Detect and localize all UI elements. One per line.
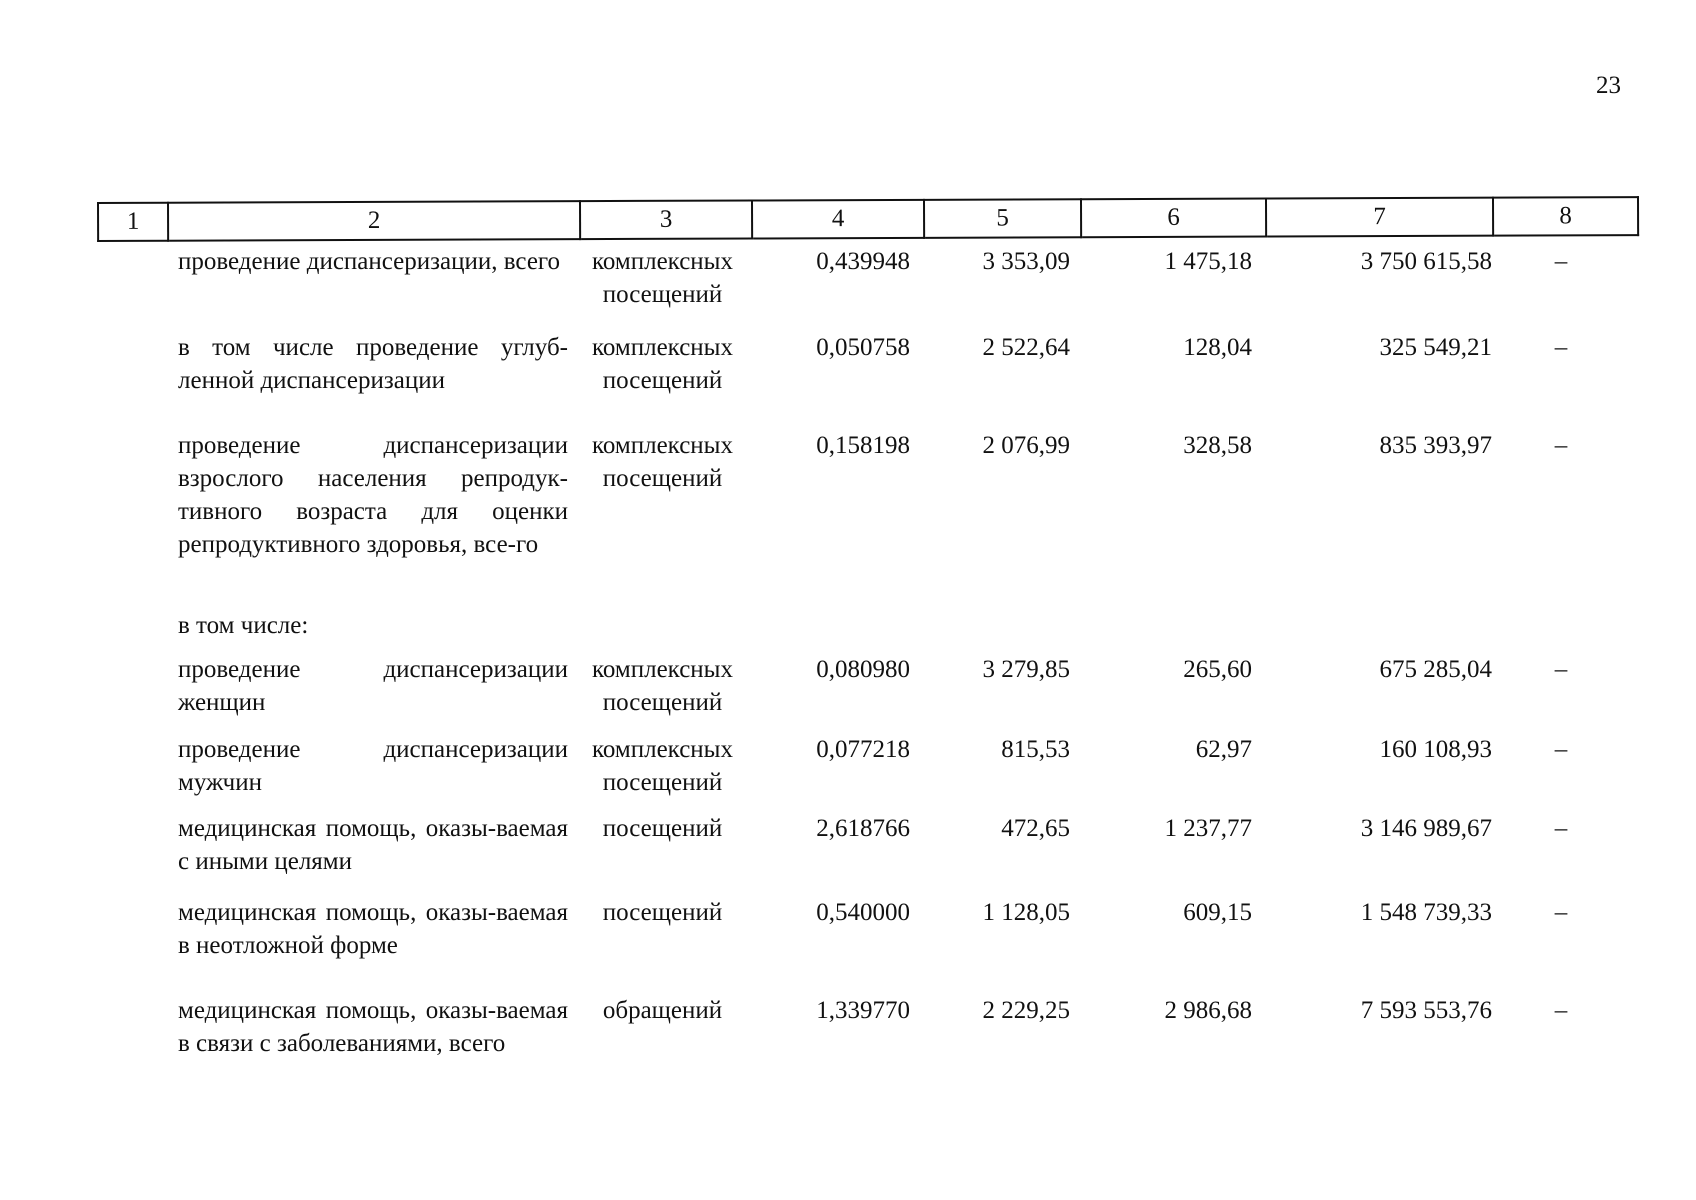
row-value-col7: 325 549,21 xyxy=(1379,334,1492,361)
row-value-col8: – xyxy=(1554,997,1568,1024)
row-label: медицинская помощь, оказы-ваемая с иными целями xyxy=(178,815,568,875)
row-unit: комплексных посещений xyxy=(592,334,733,394)
row-label: проведение диспансеризации женщин xyxy=(178,656,568,716)
row-label: медицинская помощь, оказы-ваемая в неотложной форме xyxy=(178,899,568,959)
header-col-1: 1 xyxy=(98,203,168,241)
row-value-col4: 2,618766 xyxy=(816,815,910,842)
header-col-5: 5 xyxy=(924,199,1081,238)
header-col-4: 4 xyxy=(752,200,924,239)
row-value-col8: – xyxy=(1554,656,1568,683)
row-value-col8: – xyxy=(1554,899,1568,926)
row-label: в том числе: xyxy=(178,612,309,639)
row-value-col7: 3 146 989,67 xyxy=(1360,815,1492,842)
header-col-7: 7 xyxy=(1266,198,1493,237)
row-value-col6: 128,04 xyxy=(1183,334,1252,361)
header-col-6: 6 xyxy=(1081,199,1266,238)
row-value-col6: 265,60 xyxy=(1183,656,1252,683)
row-value-col8: – xyxy=(1554,248,1568,275)
row-value-col7: 3 750 615,58 xyxy=(1360,248,1492,275)
row-value-col5: 2 522,64 xyxy=(982,334,1070,361)
row-value-col8: – xyxy=(1554,736,1568,763)
header-col-2: 2 xyxy=(168,201,580,241)
row-value-col8: – xyxy=(1554,815,1568,842)
row-value-col5: 2 229,25 xyxy=(982,997,1070,1024)
row-label: медицинская помощь, оказы-ваемая в связи с заболеваниями, всего xyxy=(178,997,568,1057)
row-value-col5: 472,65 xyxy=(1001,815,1070,842)
row-value-col6: 1 475,18 xyxy=(1164,248,1252,275)
row-unit: посещений xyxy=(602,815,723,842)
row-value-col4: 0,080980 xyxy=(816,656,910,683)
row-label: проведение диспансеризации мужчин xyxy=(178,736,568,796)
row-value-col6: 609,15 xyxy=(1183,899,1252,926)
row-value-col7: 835 393,97 xyxy=(1379,432,1492,459)
row-value-col4: 0,050758 xyxy=(816,334,910,361)
row-unit: посещений xyxy=(602,899,723,926)
header-col-3: 3 xyxy=(580,200,752,239)
row-unit: обращений xyxy=(602,997,723,1024)
row-value-col8: – xyxy=(1554,432,1568,459)
row-value-col8: – xyxy=(1554,334,1568,361)
row-unit: комплексных посещений xyxy=(592,656,733,716)
row-value-col7: 675 285,04 xyxy=(1379,656,1492,683)
row-value-col5: 3 353,09 xyxy=(982,248,1070,275)
row-value-col5: 1 128,05 xyxy=(982,899,1070,926)
row-value-col7: 7 593 553,76 xyxy=(1360,997,1492,1024)
row-value-col4: 0,077218 xyxy=(816,736,910,763)
row-value-col7: 1 548 739,33 xyxy=(1360,899,1492,926)
page-number: 23 xyxy=(1596,72,1621,99)
row-unit: комплексных посещений xyxy=(592,248,733,308)
row-label: в том числе проведение углуб-ленной диспансеризации xyxy=(178,334,568,394)
row-value-col6: 328,58 xyxy=(1183,432,1252,459)
row-label: проведение диспансеризации, всего xyxy=(178,248,561,275)
row-value-col5: 2 076,99 xyxy=(982,432,1070,459)
row-value-col7: 160 108,93 xyxy=(1379,736,1492,763)
row-value-col6: 1 237,77 xyxy=(1164,815,1252,842)
row-unit: комплексных посещений xyxy=(592,432,733,492)
row-value-col6: 2 986,68 xyxy=(1164,997,1252,1024)
row-value-col4: 0,158198 xyxy=(816,432,910,459)
header-col-8: 8 xyxy=(1493,197,1638,236)
row-value-col6: 62,97 xyxy=(1195,736,1252,763)
row-value-col4: 1,339770 xyxy=(816,997,910,1024)
row-value-col4: 0,540000 xyxy=(816,899,910,926)
row-unit: комплексных посещений xyxy=(592,736,733,796)
row-value-col5: 815,53 xyxy=(1001,736,1070,763)
row-label: проведение диспансеризации взрослого населения репродук-тивного возраста для оценки репродуктивного здоровья, все-го xyxy=(178,432,568,558)
row-value-col4: 0,439948 xyxy=(816,248,910,275)
row-value-col5: 3 279,85 xyxy=(982,656,1070,683)
